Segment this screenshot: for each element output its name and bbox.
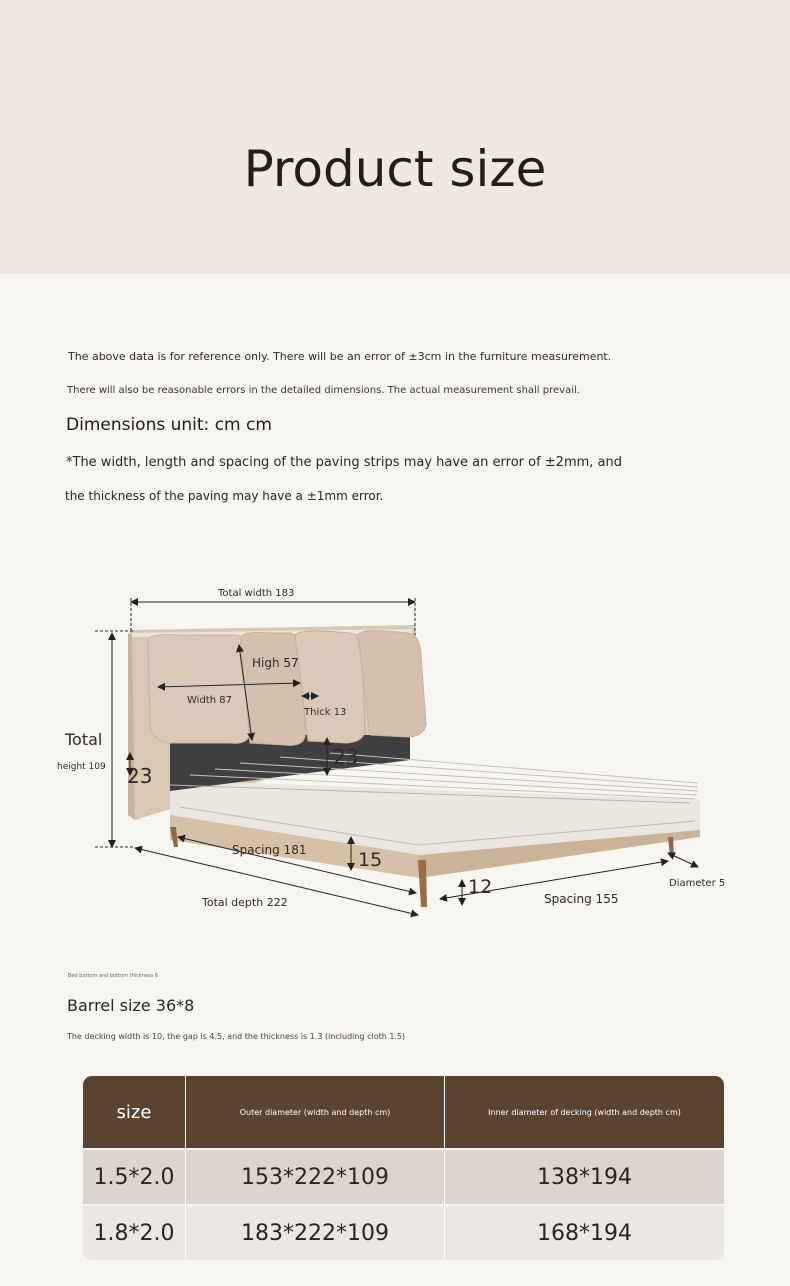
row-size-cell: 1.8*2.0 xyxy=(93,1220,175,1246)
bed-dimension-diagram xyxy=(40,575,760,935)
size-column-header: size xyxy=(116,1101,152,1123)
total-depth-label: Total depth 222 xyxy=(202,896,288,909)
row-outer-cell: 183*222*109 xyxy=(241,1220,389,1246)
row-inner-cell: 138*194 xyxy=(537,1164,632,1190)
table-row xyxy=(83,1206,724,1260)
row-outer-cell: 153*222*109 xyxy=(241,1164,389,1190)
side-height-label: 23 xyxy=(127,764,153,788)
rail-height-label: 15 xyxy=(358,849,383,871)
total-width-label: Total width 183 xyxy=(218,588,295,599)
error-note: There will also be reasonable errors in the detailed dimensions. The actual measurement shall prevail. xyxy=(67,385,580,396)
diameter-label: Diameter 5 xyxy=(669,878,726,889)
dimensions-unit-heading: Dimensions unit: cm cm xyxy=(66,415,272,435)
table-header-row xyxy=(83,1076,724,1148)
column-divider xyxy=(185,1076,186,1260)
row-inner-cell: 168*194 xyxy=(537,1220,632,1246)
leg-height-label: 12 xyxy=(468,876,493,898)
column-divider xyxy=(444,1076,445,1260)
high-label: High 57 xyxy=(252,656,299,670)
reference-note: The above data is for reference only. There will be an error of ±3cm in the furniture measurement. xyxy=(68,350,612,363)
paving-note-line-1: *The width, length and spacing of the paving strips may have an error of ±2mm, and xyxy=(66,455,623,470)
spacing-181-label: Spacing 181 xyxy=(232,843,307,857)
decking-note: The decking width is 10, the gap is 4.5, and the thickness is 1.3 (including cloth 1.5) xyxy=(67,1032,406,1041)
row-size-cell: 1.5*2.0 xyxy=(93,1164,175,1190)
page-title: Product size xyxy=(243,140,547,198)
spacing-155-label: Spacing 155 xyxy=(544,892,619,906)
thick-label: Thick 13 xyxy=(304,707,347,718)
width-label: Width 87 xyxy=(187,695,232,706)
inner-diameter-column-header: Inner diameter of decking (width and depth cm) xyxy=(488,1107,681,1117)
outer-diameter-column-header: Outer diameter (width and depth cm) xyxy=(239,1107,391,1117)
total-height-label-1: Total xyxy=(65,730,103,749)
bed-illustration xyxy=(128,625,700,907)
size-table xyxy=(83,1076,724,1260)
header-band xyxy=(0,0,790,274)
barrel-size-heading: Barrel size 36*8 xyxy=(67,996,195,1015)
total-height-label-2: height 109 xyxy=(57,762,106,772)
board-height-label: 23 xyxy=(333,745,359,769)
bed-bottom-note: Bed bottom and bottom thickness 6 xyxy=(68,973,158,979)
table-row xyxy=(83,1150,724,1204)
paving-note-line-2: the thickness of the paving may have a ±1mm error. xyxy=(65,489,384,503)
